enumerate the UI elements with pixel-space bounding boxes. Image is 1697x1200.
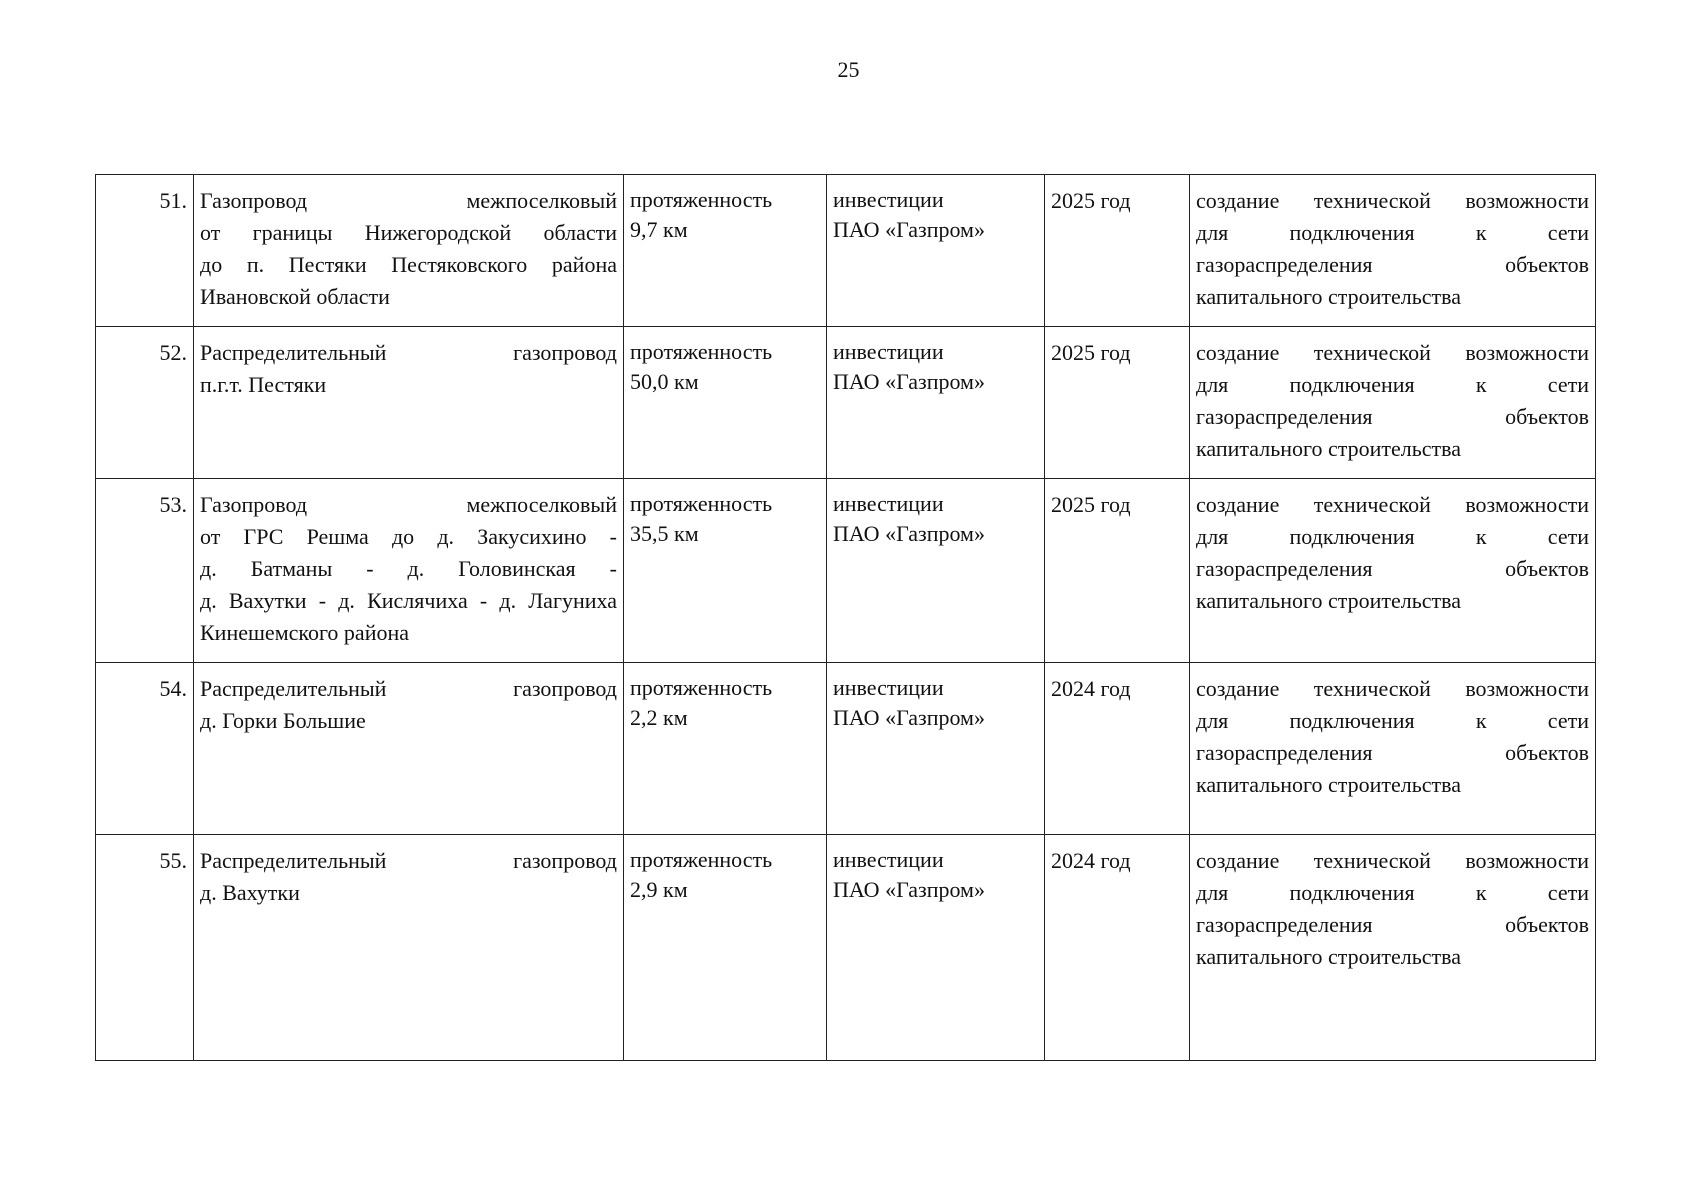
characteristic-value: 2,2 км bbox=[630, 705, 688, 730]
object-name-line: д. Батманы - д. Головинская - bbox=[200, 556, 617, 581]
object-name-line: Газопровод межпоселковый bbox=[200, 492, 617, 517]
funding-source-line: ПАО «Газпром» bbox=[833, 877, 985, 902]
table-row bbox=[96, 479, 1596, 663]
row-number: 53. bbox=[96, 479, 194, 663]
funding-source-line: инвестиции bbox=[833, 675, 944, 700]
object-purpose bbox=[1190, 663, 1596, 835]
funding-source-line: ПАО «Газпром» bbox=[833, 217, 985, 242]
characteristic-label: протяженность bbox=[630, 187, 773, 212]
object-name-line: д. Горки Большие bbox=[200, 708, 366, 733]
object-name-line: д. Вахутки - д. Кислячиха - д. Лагуниха bbox=[200, 588, 617, 613]
object-name-line: Кинешемского района bbox=[200, 620, 409, 645]
object-purpose-line: капитального строительства bbox=[1196, 772, 1462, 797]
funding-source bbox=[827, 663, 1045, 835]
object-name-line: Газопровод межпоселковый bbox=[200, 188, 617, 213]
row-number: 55. bbox=[96, 835, 194, 1061]
object-purpose-line: газораспределения объектов bbox=[1196, 252, 1589, 277]
object-name-line: Распределительный газопровод bbox=[200, 340, 617, 365]
funding-source-line: инвестиции bbox=[833, 187, 944, 212]
completion-year: 2024 год bbox=[1045, 663, 1190, 835]
funding-source bbox=[827, 835, 1045, 1061]
object-name-line: до п. Пестяки Пестяковского района bbox=[200, 252, 617, 277]
funding-source bbox=[827, 327, 1045, 479]
object-name-line: д. Вахутки bbox=[200, 880, 300, 905]
object-characteristics bbox=[624, 327, 827, 479]
completion-year: 2025 год bbox=[1045, 327, 1190, 479]
funding-source-line: инвестиции bbox=[833, 491, 944, 516]
completion-year: 2025 год bbox=[1045, 175, 1190, 327]
characteristic-value: 35,5 км bbox=[630, 521, 699, 546]
object-name-line: от ГРС Решма до д. Закусихино - bbox=[200, 524, 617, 549]
object-purpose-line: для подключения к сети bbox=[1196, 220, 1589, 245]
table-row bbox=[96, 175, 1596, 327]
object-purpose bbox=[1190, 479, 1596, 663]
object-name bbox=[194, 663, 624, 835]
object-purpose-line: для подключения к сети bbox=[1196, 880, 1589, 905]
object-characteristics bbox=[624, 479, 827, 663]
object-purpose-line: капитального строительства bbox=[1196, 944, 1462, 969]
object-characteristics bbox=[624, 835, 827, 1061]
object-purpose-line: создание технической возможности bbox=[1196, 340, 1589, 365]
object-purpose-line: для подключения к сети bbox=[1196, 372, 1589, 397]
object-name bbox=[194, 327, 624, 479]
funding-source bbox=[827, 479, 1045, 663]
completion-year: 2025 год bbox=[1045, 479, 1190, 663]
object-purpose-line: для подключения к сети bbox=[1196, 708, 1589, 733]
characteristic-label: протяженность bbox=[630, 847, 773, 872]
object-name-line: п.г.т. Пестяки bbox=[200, 372, 327, 397]
object-purpose-line: капитального строительства bbox=[1196, 284, 1462, 309]
object-purpose-line: газораспределения объектов bbox=[1196, 912, 1589, 937]
object-purpose-line: создание технической возможности bbox=[1196, 188, 1589, 213]
object-purpose-line: капитального строительства bbox=[1196, 436, 1462, 461]
funding-source-line: ПАО «Газпром» bbox=[833, 705, 985, 730]
row-number: 51. bbox=[96, 175, 194, 327]
object-purpose-line: газораспределения объектов bbox=[1196, 740, 1589, 765]
characteristic-label: протяженность bbox=[630, 675, 773, 700]
gas-pipeline-table bbox=[95, 174, 1596, 1061]
object-purpose bbox=[1190, 835, 1596, 1061]
object-purpose-line: создание технической возможности bbox=[1196, 676, 1589, 701]
funding-source-line: инвестиции bbox=[833, 339, 944, 364]
object-purpose-line: для подключения к сети bbox=[1196, 524, 1589, 549]
row-number: 54. bbox=[96, 663, 194, 835]
funding-source-line: ПАО «Газпром» bbox=[833, 521, 985, 546]
object-purpose-line: создание технической возможности bbox=[1196, 492, 1589, 517]
object-purpose-line: газораспределения объектов bbox=[1196, 556, 1589, 581]
object-name bbox=[194, 479, 624, 663]
object-purpose bbox=[1190, 175, 1596, 327]
funding-source-line: инвестиции bbox=[833, 847, 944, 872]
funding-source bbox=[827, 175, 1045, 327]
object-name bbox=[194, 175, 624, 327]
funding-source-line: ПАО «Газпром» bbox=[833, 369, 985, 394]
page-number: 25 bbox=[837, 57, 860, 82]
object-name-line: Распределительный газопровод bbox=[200, 848, 617, 873]
completion-year: 2024 год bbox=[1045, 835, 1190, 1061]
object-characteristics bbox=[624, 175, 827, 327]
characteristic-value: 9,7 км bbox=[630, 217, 688, 242]
row-number: 52. bbox=[96, 327, 194, 479]
table-row bbox=[96, 835, 1596, 1061]
object-name-line: от границы Нижегородской области bbox=[200, 220, 617, 245]
table-body bbox=[96, 175, 1596, 1061]
object-purpose-line: газораспределения объектов bbox=[1196, 404, 1589, 429]
object-name-line: Распределительный газопровод bbox=[200, 676, 617, 701]
object-name-line: Ивановской области bbox=[200, 284, 390, 309]
characteristic-value: 50,0 км bbox=[630, 369, 699, 394]
characteristic-label: протяженность bbox=[630, 339, 773, 364]
object-purpose-line: капитального строительства bbox=[1196, 588, 1462, 613]
characteristic-value: 2,9 км bbox=[630, 877, 688, 902]
object-purpose bbox=[1190, 327, 1596, 479]
table-row bbox=[96, 327, 1596, 479]
object-name bbox=[194, 835, 624, 1061]
characteristic-label: протяженность bbox=[630, 491, 773, 516]
object-purpose-line: создание технической возможности bbox=[1196, 848, 1589, 873]
table-row bbox=[96, 663, 1596, 835]
object-characteristics bbox=[624, 663, 827, 835]
